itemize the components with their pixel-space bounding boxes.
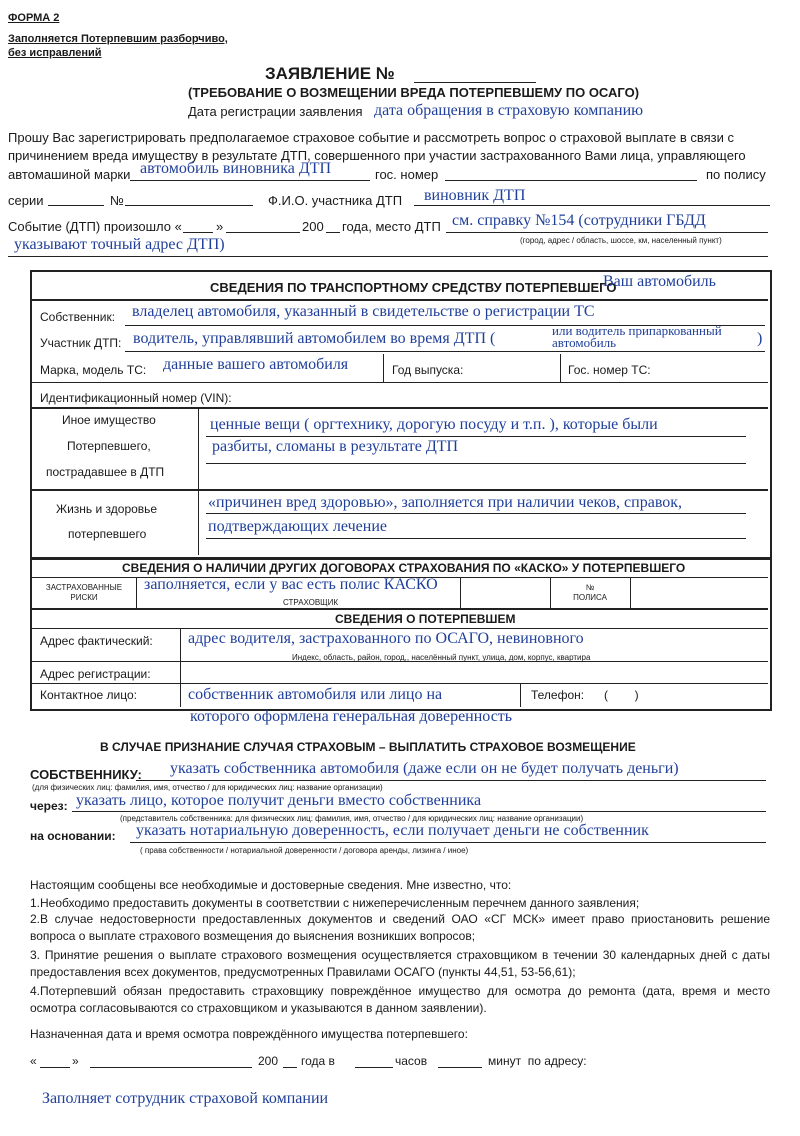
inspect-hours-field[interactable] [355, 1067, 393, 1068]
health-field-1[interactable] [206, 513, 746, 514]
phone-parens: ( ) [604, 688, 639, 702]
inspect-date-open: « [30, 1054, 37, 1068]
divider [198, 407, 199, 555]
payout-owner-label: СОБСТВЕННИКУ: [30, 767, 142, 782]
owner-handwriting: владелец автомобиля, указанный в свидетельстве о регистрации ТС [132, 303, 595, 320]
inspect-year: 200 [258, 1054, 279, 1068]
number-label: № [110, 193, 124, 208]
divider [383, 354, 384, 382]
kasko-heading: СВЕДЕНИЯ О НАЛИЧИИ ДРУГИХ ДОГОВОРАХ СТРАХОВАНИЯ ПО «КАСКО» У ПОТЕРПЕВШЕГО [122, 561, 686, 575]
other-prop-label-2: Потерпевшего, [67, 439, 151, 453]
contact-label: Контактное лицо: [40, 688, 137, 702]
declaration-p1: 1.Необходимо предоставить документы в соответствии с нижеперечисленным перечнем данного заявления; [30, 896, 640, 910]
vin-label: Идентификационный номер (VIN): [40, 391, 232, 405]
inspection-label: Назначенная дата и время осмотра повреждённого имущества потерпевшего: [30, 1027, 468, 1041]
inspect-hours-label: часов [395, 1054, 428, 1068]
inspect-minutes-field[interactable] [438, 1067, 482, 1068]
contact-handwriting-1: собственник автомобиля или лицо на [188, 686, 443, 703]
car-handwriting: автомобиль виновника ДТП [140, 160, 332, 177]
participant-handwriting-close: ) [757, 330, 763, 347]
health-label-2: потерпевшего [68, 527, 147, 541]
divider [560, 354, 561, 382]
gos-nomer-field[interactable] [445, 180, 697, 181]
gos-nomer-label: гос. номер [375, 167, 439, 182]
reg-addr-label: Адрес регистрации: [40, 667, 151, 681]
vehicle-heading: СВЕДЕНИЯ ПО ТРАНСПОРТНОМУ СРЕДСТВУ ПОТЕРПЕВШЕГО [210, 280, 617, 295]
inspect-date-close: » [72, 1054, 79, 1068]
document-subtitle: (ТРЕБОВАНИЕ О ВОЗМЕЩЕНИИ ВРЕДА ПОТЕРПЕВШЕМУ ПО ОСАГО) [188, 85, 640, 100]
place-field[interactable] [446, 232, 768, 233]
payout-owner-field[interactable] [136, 780, 766, 781]
seria-label: серии [8, 193, 44, 208]
vehicle-heading-handwriting: Ваш автомобиль [603, 273, 716, 290]
gos-label: Гос. номер ТС: [568, 363, 651, 377]
participant-handwriting: водитель, управлявший автомобилем во время ДТП ( [133, 330, 496, 347]
place-handwriting-2: указывают точный адрес ДТП) [14, 236, 225, 253]
health-label-1: Жизнь и здоровье [56, 502, 158, 516]
fio-handwriting: виновник ДТП [424, 187, 526, 204]
kasko-handwriting: заполняется, если у вас есть полис КАСКО [144, 576, 438, 593]
contact-handwriting-2: которого оформлена генеральная доверенность [190, 708, 513, 725]
polis-number-field[interactable] [125, 205, 253, 206]
phone-label: Телефон: [531, 688, 585, 702]
other-prop-handwriting-2: разбиты, сломаны в результате ДТП [212, 438, 459, 455]
owner-label: Собственник: [40, 310, 116, 324]
declaration-p4: 4.Потерпевший обязан предоставить страховщику повреждённое имущество для осмотра до ремонта (дата, время и место осмотра согласовываются со страховщиком и указываются в данном заявлении). [30, 984, 770, 1015]
divider [32, 382, 768, 383]
payout-basis-label: на основании: [30, 829, 116, 843]
divider [32, 608, 768, 610]
form-note-1: Заполняется Потерпевшим разборчиво, [8, 33, 228, 45]
event-month-field[interactable] [226, 232, 300, 233]
place-field-2[interactable] [8, 256, 768, 257]
event-year: 200 [302, 219, 324, 234]
payout-basis-hint: ( права собственности / нотариальной доверенности / договора аренды, лизинга / иное) [140, 846, 469, 855]
divider [32, 661, 768, 662]
other-prop-handwriting-1: ценные вещи ( оргтехнику, дорогую посуду и т.п. ), которые были [210, 416, 658, 433]
other-prop-label-3: пострадавшее в ДТП [46, 465, 165, 479]
kasko-risks-1: ЗАСТРАХОВАННЫЕ [45, 583, 123, 592]
divider [32, 299, 768, 301]
inspect-month-field[interactable] [90, 1067, 252, 1068]
divider [520, 683, 521, 707]
participant-handwriting-small-1: или водитель припаркованный [552, 323, 722, 338]
place-handwriting-1: см. справку №154 (сотрудники ГБДД [452, 212, 706, 229]
reg-date-label: Дата регистрации заявления [188, 104, 363, 119]
form-label: ФОРМА 2 [8, 12, 60, 24]
divider [32, 407, 768, 409]
payout-via-hint: (представитель собственника: для физических лиц: фамилия, имя, отчество / для юридических лиц: название организации) [120, 814, 584, 823]
actual-addr-handwriting: адрес водителя, застрахованного по ОСАГО, невиновного [188, 630, 584, 647]
declaration-intro: Настоящим сообщены все необходимые и достоверные сведения. Мне известно, что: [30, 878, 512, 892]
payout-basis-handwriting: указать нотариальную доверенность, если получает деньги не собственник [136, 822, 649, 839]
divider [32, 628, 768, 629]
other-prop-field-1[interactable] [206, 436, 746, 437]
inspect-minutes-label: минут по адресу: [488, 1054, 587, 1068]
kasko-polis-no-1: № [585, 583, 595, 592]
payout-basis-field[interactable] [130, 842, 766, 843]
event-place-label: года, место ДТП [342, 219, 441, 234]
participant-field[interactable] [125, 351, 765, 352]
reg-date-handwriting: дата обращения в страховую компанию [374, 102, 644, 119]
place-hint: (город, адрес / область, шоссе, км, населенный пункт) [520, 236, 722, 245]
health-field-2[interactable] [206, 538, 746, 539]
event-label: Событие (ДТП) произошло « [8, 219, 182, 234]
payout-heading: В СЛУЧАЕ ПРИЗНАНИЕ СЛУЧАЯ СТРАХОВЫМ – ВЫПЛАТИТЬ СТРАХОВОЕ ВОЗМЕЩЕНИЕ [100, 740, 636, 754]
footer-handwriting: Заполняет сотрудник страховой компании [42, 1090, 329, 1107]
year-label: Год выпуска: [392, 363, 464, 377]
fio-label: Ф.И.О. участника ДТП [268, 193, 403, 208]
divider [550, 577, 551, 608]
intro-line-2: причинением вреда имуществу в результате ДТП, совершенного при участии застрахованного Вами лица, управляющего [8, 148, 746, 163]
participant-label: Участник ДТП: [40, 336, 122, 350]
payout-via-label: через: [30, 799, 68, 813]
divider [136, 577, 137, 608]
car-field[interactable] [130, 180, 370, 181]
divider [180, 628, 181, 707]
payout-owner-handwriting: указать собственника автомобиля (даже если он не будет получать деньги) [170, 760, 679, 777]
declaration-p2: 2.В случае недостоверности предоставленных документов и сведений ОАО «СГ МСК» имеет право приостановить решение вопроса о выплате страхового возмещения до выяснения возникших вопросов; [30, 912, 770, 943]
title-number-field[interactable] [414, 82, 536, 83]
other-prop-field-2[interactable] [206, 463, 746, 464]
kasko-risks-2: РИСКИ [70, 593, 98, 602]
other-prop-label-1: Иное имущество [62, 413, 156, 427]
event-year-field[interactable] [326, 232, 340, 233]
intro-line-1: Прошу Вас зарегистрировать предполагаемое страховое событие и рассмотреть вопрос о страховой выплате в связи с [8, 130, 735, 145]
actual-addr-label: Адрес фактический: [40, 634, 153, 648]
divider [460, 577, 461, 608]
kasko-insurer-label: СТРАХОВЩИК [283, 598, 339, 607]
kasko-polis-no-2: ПОЛИСА [573, 593, 607, 602]
addr-hint: Индекс, область, район, город,, населённый пункт, улица, дом, корпус, квартира [292, 653, 591, 662]
victim-heading: СВЕДЕНИЯ О ПОТЕРПЕВШЕМ [335, 612, 516, 626]
payout-via-handwriting: указать лицо, которое получит деньги вместо собственника [76, 792, 482, 809]
document-title: ЗАЯВЛЕНИЕ № [265, 64, 395, 83]
event-quote-close: » [216, 219, 224, 234]
divider [630, 577, 631, 608]
declaration-p3: 3. Принятие решения о выплате страхового возмещения осуществляется страховщиком в течении 30 календарных дней с даты предоставления всех документов, предусмотренных Правилами ОСАГО (пункты 44,51, 53-56,61); [30, 948, 770, 979]
model-label: Марка, модель ТС: [40, 363, 147, 377]
payout-via-field[interactable] [72, 811, 766, 812]
divider [32, 489, 768, 491]
model-handwriting: данные вашего автомобиля [163, 356, 349, 373]
health-handwriting-2: подтверждающих лечение [208, 518, 387, 535]
payout-owner-hint: (для физических лиц: фамилия, имя, отчество / для юридических лиц: название организации) [32, 783, 383, 792]
inspect-day-field[interactable] [40, 1067, 70, 1068]
divider [32, 683, 768, 684]
inspect-year-field[interactable] [283, 1067, 297, 1068]
form-note-2: без исправлений [8, 47, 102, 59]
participant-handwriting-small-2: автомобиль [552, 335, 617, 350]
po-polisu-label: по полису [706, 167, 766, 182]
inspect-year-v: года в [301, 1054, 335, 1068]
intro-car-label: автомашиной марки [8, 167, 131, 182]
fio-field[interactable] [414, 205, 770, 206]
health-handwriting-1: «причинен вред здоровью», заполняется при наличии чеков, справок, [208, 494, 683, 511]
seria-field[interactable] [48, 205, 104, 206]
event-day-field[interactable] [183, 232, 213, 233]
